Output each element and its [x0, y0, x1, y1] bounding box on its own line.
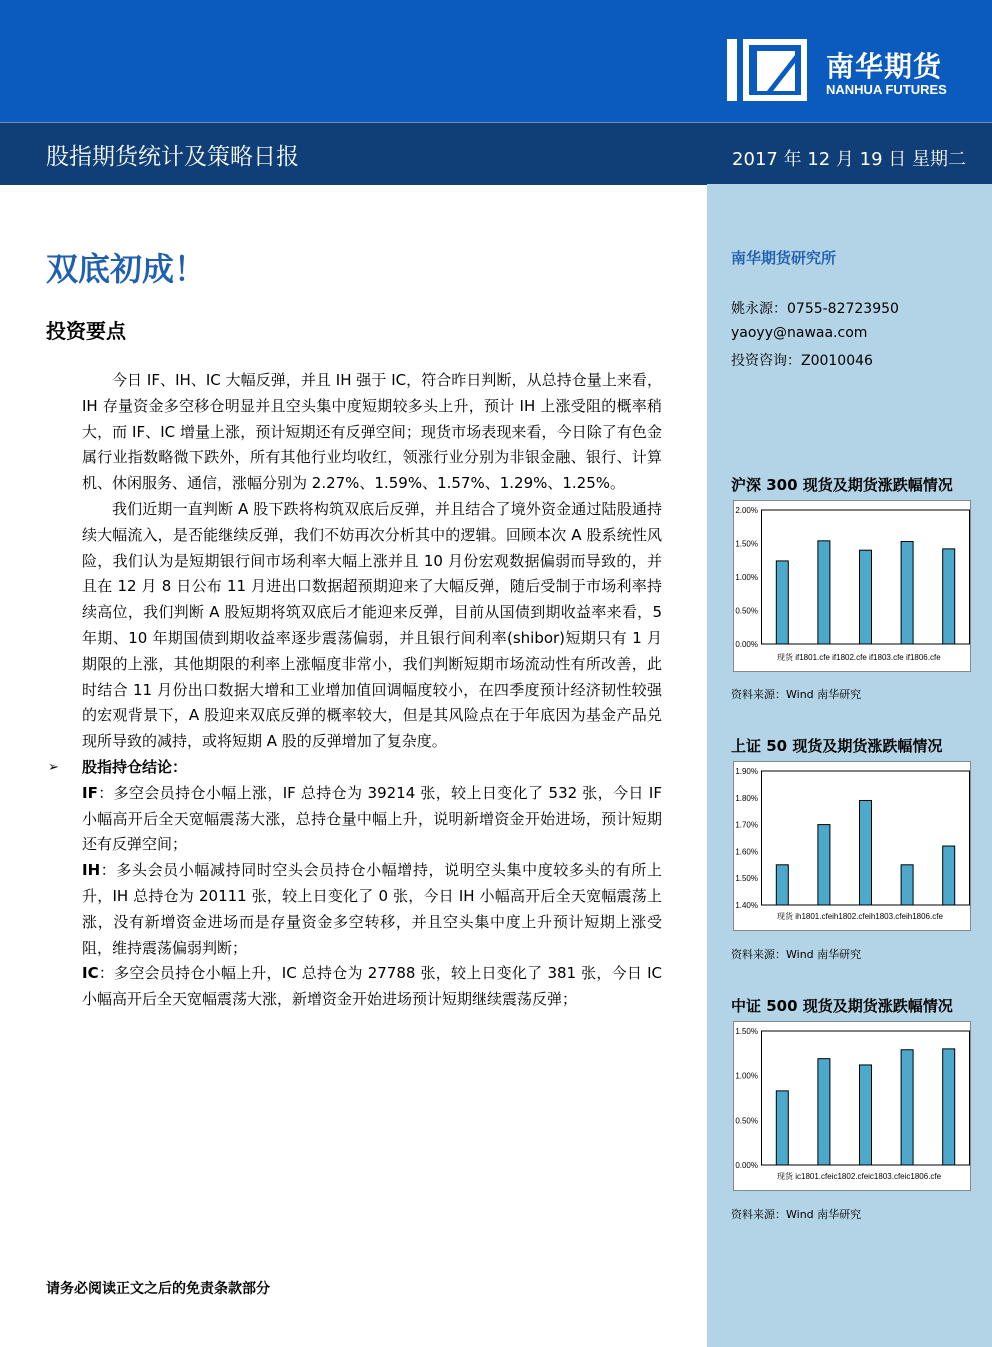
y-tick-label: 1.50%	[735, 874, 758, 884]
y-tick-label: 1.70%	[735, 820, 758, 830]
ic-label: IC	[82, 964, 99, 983]
bar-ic1806.cfe	[943, 1049, 955, 1165]
chart-title-zz500: 中证 500 现货及期货涨跌幅情况	[731, 997, 953, 1015]
y-tick-label: 1.90%	[735, 767, 758, 776]
chart-title-sz50: 上证 50 现货及期货涨跌幅情况	[731, 737, 943, 755]
institute-name: 南华期货研究所	[731, 249, 837, 267]
bar-ih1801.cfe	[818, 825, 830, 905]
y-tick-label: 0.00%	[735, 1161, 758, 1170]
bar-ic1802.cfe	[860, 1065, 872, 1165]
chart-zz500-xlabels: 现货 ic1801.cfeic1802.cfeic1803.cfeic1806.cfe	[777, 1172, 942, 1181]
ih-text: ：多头会员小幅减持同时空头会员持仓小幅增持，说明空头集中度较多头的有所上升，IH 总持仓为 20111 张，较上日变化了 0 张，今日 IH 小幅高开后全天宽幅震荡上涨，没有新增资金进场而是存量资金多空转移，并且空头集中度上升预计短期上涨受阻，维持震荡偏弱判断；	[82, 861, 662, 957]
chart-title-hs300: 沪深 300 现货及期货涨跌幅情况	[731, 476, 953, 494]
chart-sz50	[733, 761, 971, 931]
headline: 双底初成！	[46, 250, 207, 288]
bar-ic1803.cfe	[901, 1050, 913, 1165]
if-conclusion	[82, 781, 662, 858]
chart-hs300	[733, 500, 971, 672]
logo-text-cn: 南华期货	[826, 50, 943, 83]
chart-source-zz500: 资料来源：Wind 南华研究	[731, 1208, 862, 1221]
y-tick-label: 1.60%	[735, 847, 758, 857]
ih-label: IH	[82, 861, 101, 880]
chart-zz500	[733, 1021, 971, 1191]
report-title: 股指期货统计及策略日报	[46, 144, 299, 170]
y-tick-label: 2.00%	[735, 506, 758, 515]
y-tick-label: 1.00%	[735, 1071, 758, 1081]
ic-text: ：多空会员持仓小幅上升，IC 总持仓为 27788 张，较上日变化了 381 张，今日 IC 小幅高开后全天宽幅震荡大涨，新增资金开始进场预计短期继续震荡反弹；	[82, 964, 662, 1009]
logo-text-en: NANHUA FUTURES	[826, 82, 947, 97]
y-tick-label: 0.50%	[735, 1116, 758, 1126]
y-tick-label: 1.80%	[735, 793, 758, 803]
section-title: 投资要点	[46, 319, 126, 343]
nanhua-logo-icon	[727, 33, 813, 105]
y-tick-label: 1.00%	[735, 573, 758, 582]
chart-sz50-xlabels: 现货 ih1801.cfeih1802.cfeih1803.cfeih1806.cfe	[777, 912, 943, 921]
bar-现货	[776, 1091, 788, 1165]
chart-source-sz50: 资料来源：Wind 南华研究	[731, 948, 862, 961]
bar-if1801.cfe	[818, 541, 830, 644]
paragraph-1: 今日 IF、IH、IC 大幅反弹，并且 IH 强于 IC，符合昨日判断，从总持仓量上来看，IH 存量资金多空移仓明显并且空头集中度短期较多头上升，预计 IH 上涨受阻的概率稍大，而 IF、IC 增量上涨，预计短期还有反弹空间；现货市场表现来看，今日除了有色金属行业指数略微下跌外，所有其他行业均收红，领涨行业分别为非银金融、银行、计算机、休闲服务、通信，涨幅分别为 2.27%、1.59%、1.57%、1.29%、1.25%。	[82, 371, 662, 493]
if-text: ：多空会员持仓小幅上涨，IF 总持仓为 39214 张，较上日变化了 532 张，今日 IF 小幅高开后全天宽幅震荡大涨，总持仓量中幅上升，说明新增资金开始进场，预计短期还有反弹空间；	[82, 783, 662, 854]
bullet-title: 股指持仓结论：	[82, 757, 188, 776]
paragraph-2: 我们近期一直判断 A 股下跌将构筑双底后反弹，并且结合了境外资金通过陆股通持续大幅流入，是否能继续反弹，我们不妨再次分析其中的逻辑。回顾本次 A 股系统性风险，我们认为是短期银行间市场利率大幅上涨并且 10 月份宏观数据偏弱而导致的，并且在 12 月 8 日公布 11 月进出口数据超预期迎来了大幅反弹，随后受制于市场利率持续高位，我们判断 A 股短期将筑双底后才能迎来反弹，目前从国债到期收益率来看，5 年期、10 年期国债到期收益率逐步震荡偏弱，并且银行间利率(shibor)短期只有 1 月期限的上涨，其他期限的利率上涨幅度非常小，我们判断短期市场流动性有所改善，此时结合 11 月份出口数据大增和工业增加值回调幅度较小，在四季度预计经济韧性较强的宏观背景下，A 股迎来双底反弹的概率较大，但是其风险点在于年底因为基金产品兑现所导致的减持，或将短期 A 股的反弹增加了复杂度。	[82, 499, 662, 751]
y-tick-label: 1.50%	[735, 1027, 758, 1036]
bar-if1803.cfe	[901, 541, 913, 644]
chart-hs300-xlabels: 现货 if1801.cfe if1802.cfe if1803.cfe if1806.cfe	[777, 653, 941, 662]
bar-现货	[776, 561, 788, 644]
chart-zz500-svg	[733, 1021, 971, 1191]
report-date: 2017 年 12 月 19 日 星期二	[732, 149, 966, 170]
bar-ih1803.cfe	[901, 865, 913, 905]
bar-ih1802.cfe	[860, 800, 872, 905]
bar-ih1806.cfe	[943, 846, 955, 905]
bullet-arrow-icon: ➢	[48, 759, 59, 775]
chart-source-hs300: 资料来源：Wind 南华研究	[731, 688, 862, 701]
report-body	[48, 368, 662, 1013]
ic-conclusion	[82, 961, 662, 1013]
analyst-license: 投资咨询：Z0010046	[731, 353, 873, 369]
if-label: IF	[82, 783, 98, 802]
ih-conclusion	[82, 858, 662, 961]
y-tick-label: 0.00%	[735, 640, 758, 649]
bar-ic1801.cfe	[818, 1059, 830, 1165]
analyst-email: yaoyy@nawaa.com	[731, 325, 868, 341]
y-tick-label: 0.50%	[735, 606, 758, 616]
position-conclusion-heading	[48, 755, 662, 781]
bar-if1806.cfe	[943, 549, 955, 644]
bar-if1802.cfe	[860, 550, 872, 644]
bar-现货	[776, 865, 788, 905]
chart-hs300-svg	[733, 500, 971, 672]
y-tick-label: 1.50%	[735, 539, 758, 549]
analyst-contact: 姚永源：0755-82723950	[731, 301, 899, 317]
chart-sz50-svg	[733, 761, 971, 931]
disclaimer-note: 请务必阅读正文之后的免责条款部分	[46, 1281, 270, 1297]
y-tick-label: 1.40%	[735, 901, 758, 910]
